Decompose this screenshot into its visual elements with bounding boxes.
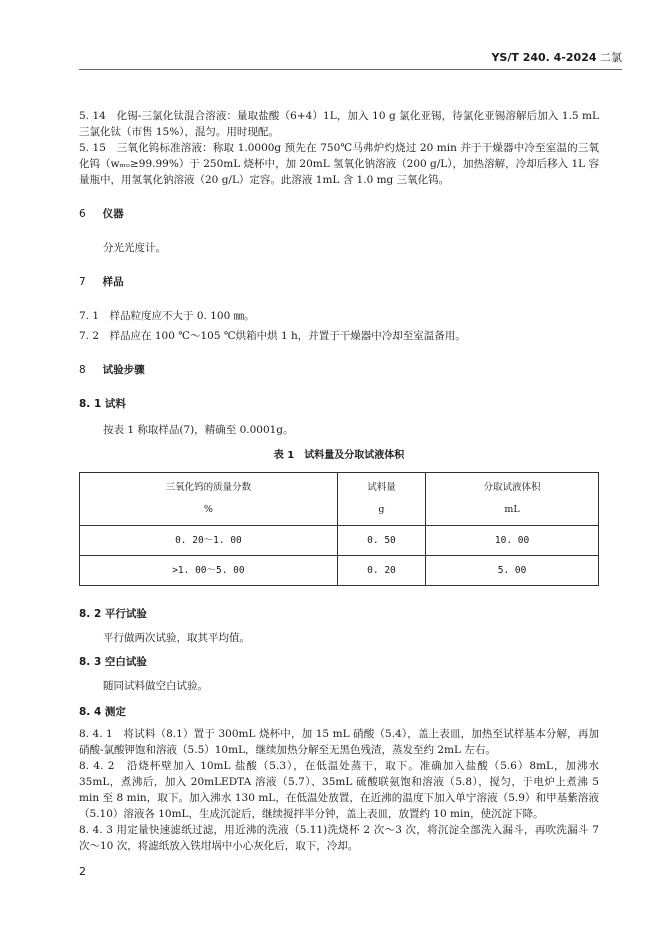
header-cell: [80, 473, 338, 526]
table-cell: 0. 50: [337, 526, 425, 556]
sample-table: [79, 472, 599, 586]
section-number: 6: [79, 208, 86, 220]
header-unit: mL: [504, 504, 520, 515]
table-row: [80, 556, 599, 586]
table-cell: 10. 00: [426, 526, 599, 556]
header-name: 试料量: [367, 482, 396, 493]
clause-8-4-3: 8. 4. 3 用定量快速滤纸过滤，用近沸的洗液（5.11)洗烧杯 2 次～3 次，将沉淀全部洗入漏斗，再吹洗漏斗 7 次～10 次，将滤纸放入铁坩埚中小心灰化后，取下，冷却。: [79, 824, 599, 852]
subsection-number: 8. 3: [79, 656, 102, 668]
table-cell: 0. 20～1. 00: [80, 526, 338, 556]
section-title: 样品: [102, 276, 124, 288]
subsection-number: 8. 2: [79, 608, 102, 620]
standard-code: YS/T 240. 4-2024: [491, 51, 597, 64]
document-body: [79, 108, 599, 854]
clause-5-14: 5. 14 化锡-三氯化钛混合溶液：量取盐酸（6+4）1L，加入 10 g 氯化亚锡，待氯化亚锡溶解后加入 1.5 mL 三氯化钛（市售 15%），混匀。用时现配。: [79, 110, 599, 138]
subsection-8-1-heading: [79, 396, 599, 412]
subsection-8-2-heading: [79, 606, 599, 622]
table-caption: 表 1 试料量及分取试液体积: [273, 450, 405, 461]
subsection-title: 平行试验: [104, 608, 147, 620]
subsection-title: 空白试验: [104, 656, 147, 668]
header-suffix: 二氯: [600, 51, 622, 64]
header-unit: g: [378, 504, 385, 515]
header-name: 三氧化钨的质量分数: [165, 482, 252, 493]
table-row: [80, 526, 599, 556]
table-header-row: [80, 473, 599, 526]
section-number: 7: [79, 276, 86, 288]
header-name: 分取试液体积: [483, 482, 541, 493]
section-number: 8: [79, 364, 86, 376]
running-header: [491, 49, 622, 65]
header-unit: %: [203, 504, 213, 515]
section-6-text: 分光光度计。: [103, 242, 166, 254]
section-8-heading: [79, 362, 599, 378]
header-rule: [79, 69, 622, 70]
subsection-title: 测定: [104, 706, 126, 718]
clause-5-15: 5. 15 三氧化钨标准溶液：称取 1.0000g 预先在 750℃马弗炉灼烧过 20 min 并于干燥器中冷至室温的三氧化钨（wₘₒ≥99.99%）于 250mL 烧杯中，加 20mL 氢氧化钠溶液（200 g/L），加热溶解，冷却后移入 1L 容量瓶中，用氢氧化钠溶液（20 g/L）定容。此溶液 1mL 含 1.0 mg 三氧化钨。: [79, 142, 599, 186]
table-cell: 0. 20: [337, 556, 425, 586]
clause-7-2: 7. 2 样品应在 100 ℃～105 ℃烘箱中烘 1 h，并置于干燥器中冷却至室温备用。: [79, 330, 466, 342]
clause-7-1: 7. 1 样品粒度应不大于 0. 100 ㎜。: [79, 310, 255, 322]
header-cell: [337, 473, 425, 526]
subsection-number: 8. 1: [79, 398, 102, 410]
section-7-heading: [79, 274, 599, 290]
subsection-8-3-heading: [79, 654, 599, 670]
clause-8-4-1: 8. 4. 1 将试料（8.1）置于 300mL 烧杯中，加 15 mL 硝酸（5.4），盖上表皿，加热至试样基本分解，再加硝酸-氯酸钾饱和溶液（5.5）10mL，继续加热分解至无黑色残渣，蒸发至约 2mL 左右。: [79, 728, 599, 756]
table-cell: 5. 00: [426, 556, 599, 586]
subsection-title: 试料: [104, 398, 126, 410]
header-cell: [426, 473, 599, 526]
page-number: 2: [79, 865, 86, 878]
clause-8-4-2: 8. 4. 2 沿烧杯壁加入 10mL 盐酸（5.3），在低温处蒸干，取下。准确加入盐酸（5.6）8mL，加沸水 35mL，煮沸后，加入 20mLEDTA 溶液（5.7）、35mL 硫酸联氨饱和溶液（5.8），搅匀，于电炉上煮沸 5 min 至 8 min，取下。加入沸水 130 mL，在低温处放置，在近沸的温度下加入单宁溶液（5.9）和甲基紫溶液（5.10）溶液各 10mL，生成沉淀后，继续搅拌半分钟，盖上表皿，放置约 10 min，使沉淀下降。: [79, 760, 599, 820]
subsection-8-3-text: 随同试料做空白试验。: [103, 680, 208, 692]
subsection-8-2-text: 平行做两次试验，取其平均值。: [103, 632, 250, 644]
subsection-number: 8. 4: [79, 706, 102, 718]
section-6-heading: [79, 206, 599, 222]
table-cell: >1. 00～5. 00: [80, 556, 338, 586]
section-title: 仪器: [102, 208, 124, 220]
subsection-8-1-text: 按表 1 称取样品(7)，精确至 0.0001g。: [103, 424, 294, 436]
subsection-8-4-heading: [79, 704, 599, 720]
section-title: 试验步骤: [102, 364, 145, 376]
